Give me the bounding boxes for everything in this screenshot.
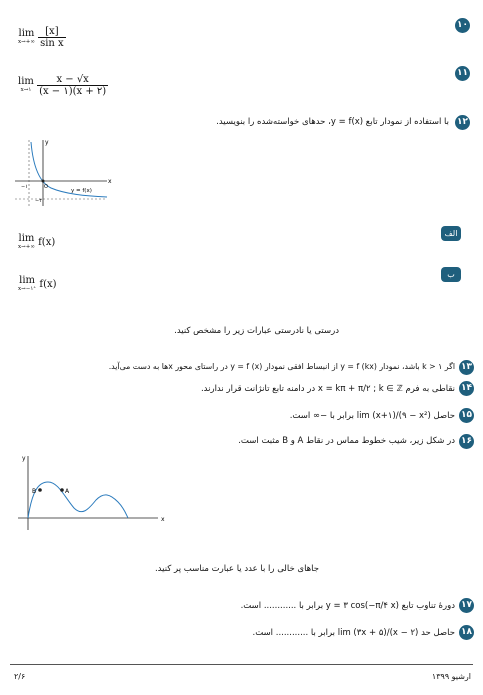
x-label: x [108, 178, 112, 185]
question-number: ۱۳ [459, 360, 474, 375]
question-number: ۱۴ [459, 381, 474, 396]
question-number: ۱۲ [455, 115, 470, 130]
denominator: (x − ۱)(x + ۲) [39, 86, 107, 97]
question-number: ۱۱ [455, 66, 470, 81]
question-number: ۱۷ [459, 598, 474, 613]
denominator: sin x [40, 38, 64, 49]
footer-divider [10, 664, 473, 665]
point-b [38, 488, 42, 492]
x-label: x [161, 516, 165, 523]
lim-word: lim [18, 76, 34, 88]
footer-title: ارشیو ۱۳۹۹ [431, 672, 471, 681]
point-a [60, 488, 64, 492]
limit-expression [18, 26, 66, 49]
question-number: ۱۵ [459, 408, 474, 423]
tick-label: −۱ [21, 184, 28, 190]
page-number: ۲/۶ [14, 672, 26, 681]
question-number: ۱۶ [459, 434, 474, 449]
limit-expression [18, 74, 108, 97]
question-text: حاصل حد lim (۳x + ۵)/(x − ۲) برابر با ............ است. [252, 628, 455, 638]
question-text: نقاطی به فرم x = kπ + π/۲ ; k ∈ ℤ در دامنه تابع تانژانت قرار ندارند. [200, 384, 455, 394]
lim-sub: x→+∞ [18, 39, 35, 46]
part-label: ب [441, 267, 461, 282]
curve [28, 482, 128, 518]
section-heading: جاهای خالی را با عدد یا عبارت مناسب پر کنید. [154, 564, 319, 574]
lim-word: lim [19, 275, 36, 286]
y-label: y [45, 139, 49, 146]
lim-word: lim [18, 233, 35, 244]
limit-expression [18, 276, 57, 293]
y-label: y [22, 455, 26, 462]
curve [31, 142, 107, 197]
question-text: دورهٔ تناوب تابع y = ۳ cos(−π/۴ x) برابر با ............ است. [240, 601, 455, 611]
curve-label: y = f(x) [71, 188, 92, 194]
tick-label: −۲ [35, 198, 42, 204]
lim-sub: x→−۱⁺ [18, 286, 37, 292]
lim-word: lim [18, 28, 35, 40]
numerator: x − √x [37, 74, 108, 86]
lim-sub: x→۱ [20, 87, 32, 94]
function-graph [15, 136, 115, 208]
question-text: با استفاده از نمودار تابع y = f(x)، حدهای خواسته‌شده را بنویسید. [216, 117, 449, 127]
question-number: ۱۸ [459, 625, 474, 640]
point-label: B [32, 488, 37, 495]
section-heading: درستی یا نادرستی عبارات زیر را مشخص کنید. [174, 326, 339, 336]
tick-label: O [44, 184, 48, 190]
function: f(x) [39, 278, 57, 290]
question-text: اگر k > ۱ باشد، نمودار y = f (kx) از انبساط افقی نمودار y = f (x) در راستای محور xها به دست می‌آید. [108, 362, 455, 371]
numerator: [x] [38, 26, 66, 38]
question-text: حاصل lim (x+۱)/(۹ − x²) برابر با −∞ است. [289, 411, 455, 421]
function: f(x) [38, 236, 56, 248]
question-text: در شکل زیر، شیب خطوط مماس در نقاط A و B مثبت است. [238, 436, 455, 446]
origin-point [42, 180, 45, 183]
question-number: ۱۰ [455, 18, 470, 33]
point-label: A [65, 488, 70, 495]
part-label: الف [441, 226, 461, 241]
function-graph [18, 452, 168, 532]
limit-expression [18, 234, 55, 251]
lim-sub: x→+∞ [18, 244, 35, 250]
